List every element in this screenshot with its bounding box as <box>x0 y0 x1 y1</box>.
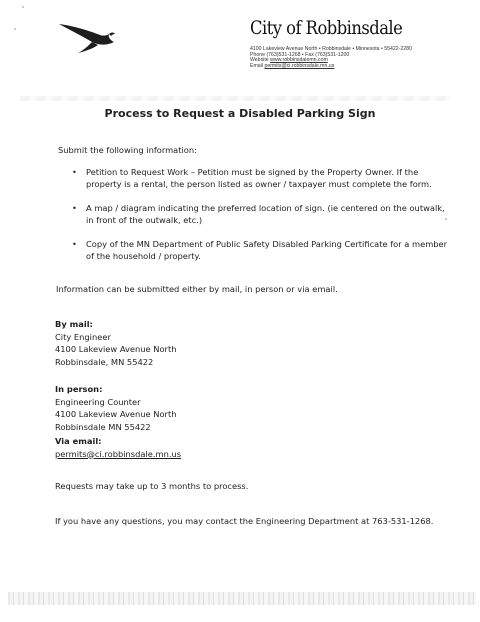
scan-artifact-band <box>8 592 476 605</box>
email-link[interactable]: permits@ci.robbinsdale.mn.us <box>55 448 182 459</box>
list-item-line: • Copy of the MN Department of Public Safety Disabled Parking Certificate for a member <box>86 239 448 249</box>
city-address: 4100 Lakeview Avenue North • Robbinsdale • Minnesota • 55422-2280 <box>250 46 412 52</box>
by-mail-block <box>55 318 176 368</box>
via-email-heading: Via email: <box>55 436 102 446</box>
list-item <box>72 167 452 190</box>
by-mail-line: 4100 Lakeview Avenue North <box>55 344 177 354</box>
email-label: Email <box>250 62 263 69</box>
in-person-block <box>55 383 176 433</box>
requirements-list <box>72 167 452 262</box>
scan-speck <box>22 6 24 8</box>
processing-time-note: Requests may take up to 3 months to process. <box>55 481 249 491</box>
via-email-block <box>55 435 181 460</box>
submission-methods-text: Information can be submitted either by mail, in person or via email. <box>56 284 338 294</box>
in-person-line: Robbinsdale MN 55422 <box>55 421 151 432</box>
header-divider <box>20 96 450 101</box>
letterhead-contact <box>250 47 470 69</box>
city-phone: Phone (763)531-1268 • Fax (763)531-1200 <box>250 51 350 58</box>
page-title: Process to Request a Disabled Parking Sign <box>104 107 376 120</box>
scan-speck <box>445 218 447 220</box>
list-item-line: • Petition to Request Work – Petition must be signed by the Property Owner. If the <box>86 167 419 177</box>
list-item-line: property is a rental, the person listed as owner / taxpayer must complete the form. <box>86 178 432 189</box>
list-item-line: in front of the outwalk, etc.) <box>86 214 203 225</box>
website-link[interactable]: www.robbinsdalemn.com <box>270 57 328 64</box>
in-person-heading: In person: <box>55 384 103 394</box>
intro-text: Submit the following information: <box>58 145 197 155</box>
letterhead-email-link[interactable]: permits@ci.robbinsdale.mn.us <box>264 62 335 69</box>
by-mail-line: Robbinsdale, MN 55422 <box>55 356 154 367</box>
website-label: Website <box>250 57 269 64</box>
bird-logo-icon <box>58 18 116 54</box>
in-person-line: 4100 Lakeview Avenue North <box>55 409 177 419</box>
city-email-row <box>250 64 470 70</box>
contact-note: If you have any questions, you may contact the Engineering Department at 763-531-1268. <box>55 516 434 526</box>
scan-speck <box>14 28 16 30</box>
in-person-line: Engineering Counter <box>55 396 141 407</box>
list-item-line: • A map / diagram indicating the preferred location of sign. (ie centered on the outwalk, <box>86 203 445 213</box>
list-item-line: of the household / property. <box>86 250 201 261</box>
list-item <box>72 239 452 262</box>
by-mail-line: City Engineer <box>55 331 111 342</box>
city-name: City of Robbinsdale <box>250 17 403 39</box>
by-mail-heading: By mail: <box>55 319 93 329</box>
list-item <box>72 203 452 226</box>
